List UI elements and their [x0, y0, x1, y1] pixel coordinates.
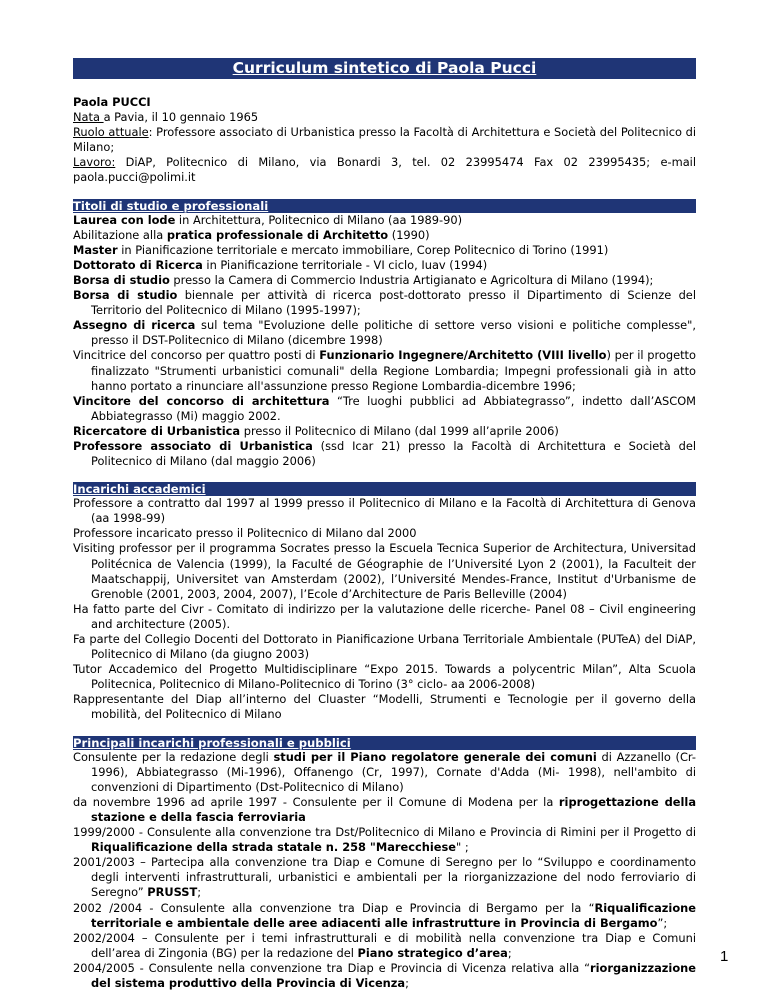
section-entry [73, 855, 696, 900]
section-entry [73, 273, 696, 288]
document-page [73, 58, 696, 991]
entry-text: 2002/2004 – Consulente per i temi infrastrutturali e di mobilità nella convenzione tra Diap e Comuni dell’area di Zingonia (BG) per la redazione del [73, 930, 696, 960]
section-entry [73, 348, 696, 393]
entry-text: Rappresentante del Diap all’interno del Cluaster “Modelli, Strumenti e Tecnologie per il governo della mobilità, del Politecnico di Milano [73, 692, 696, 722]
entry-text: Tutor Accademico del Progetto Multidisciplinare “Expo 2015. Towards a polycentric Milan”, Alta Scuola Politecnica, Politecnico di Milano-Politecnico di Torino (3° ciclo- aa 2006-2008) [73, 662, 696, 692]
entry-text: presso il Politecnico di Milano (dal 1999 all’aprile 2006) [240, 423, 559, 438]
section-entry [73, 424, 696, 439]
entry-bold-text: pratica professionale di Architetto [166, 227, 389, 242]
entry-text: Consulente per la redazione degli [73, 749, 274, 764]
section-heading: Principali incarichi professionali e pubblici [73, 736, 696, 750]
entry-text: (1990) [388, 227, 430, 242]
section-entry [73, 825, 696, 855]
entry-bold-text: Borsa di studio [73, 288, 178, 303]
entry-bold-text: Laurea con lode [73, 212, 176, 227]
section-entry [73, 901, 696, 931]
entry-text: Professore incaricato presso il Politecnico di Milano dal 2000 [73, 526, 417, 541]
section-heading: Incarichi accademici [73, 482, 696, 496]
section-entry [73, 526, 696, 541]
entry-bold-text: riorganizzazione del sistema produttivo della Provincia di Vicenza [91, 960, 696, 990]
entry-text: ) per il progetto finalizzato "Strumenti urbanistici comunali" della Regione Lombardia; Impegni professionali già in atto hanno portato a rinunciare all'assunzione presso Regione Lombardia-dicembre 1996; [91, 348, 696, 393]
entry-bold-text: Riqualificazione della strada statale n. 258 "Marecchiese [91, 840, 456, 855]
entry-bold-text: studi per il Piano regolatore generale dei comuni [273, 749, 597, 764]
person-name: Paola PUCCI [73, 95, 151, 109]
entry-bold-text: PRUSST [147, 885, 198, 900]
entry-text: in Architettura, Politecnico di Milano (aa 1989-90) [175, 212, 463, 227]
entry-text: da novembre 1996 ad aprile 1997 - Consulente per il Comune di Modena per la [73, 794, 559, 809]
section-entry [73, 602, 696, 632]
entry-bold-text: Funzionario Ingegnere/Architetto (VIII livello [319, 348, 607, 363]
section-entry [73, 394, 696, 424]
section-entry [73, 288, 696, 318]
entry-text: Ha fatto parte del Civr - Comitato di indirizzo per la valutazione delle ricerche- Panel 08 – Civil engineering and architecture (2005). [73, 601, 696, 631]
entry-text: in Pianificazione territoriale e mercato immobiliare, Corep Politecnico di Torino (1991) [117, 242, 609, 257]
entry-bold-text: Master [73, 242, 118, 257]
entry-text: di Azzanello (Cr-1996), Abbiategrasso (Mi-1996), Offanengo (Cr, 1997), Cornate d'Adda (Mi- 1998), nell'ambito di convenzioni di Dipartimento (Dst-Politecnico di Milano) [91, 749, 696, 794]
section-entry [73, 931, 696, 961]
entry-bold-text: riprogettazione della stazione e della fascia ferroviaria [91, 794, 697, 824]
entry-text: Fa parte del Collegio Docenti del Dottorato in Pianificazione Urbana Territoriale Ambientale (PUTeA) del DiAP, Politecnico di Milano (da giugno 2003) [73, 632, 696, 662]
entry-text: 2004/2005 - Consulente nella convenzione tra Diap e Provincia di Vicenza relativa alla “ [73, 960, 591, 975]
cv-sections [73, 199, 696, 992]
section-entry [73, 439, 696, 469]
section-entry [73, 213, 696, 228]
document-title: Curriculum sintetico di Paola Pucci [73, 58, 696, 79]
section-entry [73, 541, 696, 601]
work-line: Lavoro: DiAP, Politecnico di Milano, via Bonardi 3, tel. 02 23995474 Fax 02 23995435; e-mail paola.pucci@polimi.it [73, 155, 696, 185]
entry-text: " ; [455, 840, 469, 855]
personal-info [73, 95, 696, 186]
section-entry [73, 632, 696, 662]
entry-text: ; [197, 885, 202, 900]
section-entry [73, 795, 696, 825]
entry-text: Vincitrice del concorso per quattro posti di [73, 348, 320, 363]
entry-bold-text: Piano strategico d’area [357, 945, 508, 960]
entry-bold-text: Borsa di studio [73, 272, 170, 287]
section-entry [73, 243, 696, 258]
entry-text: Abilitazione alla [73, 227, 167, 242]
entry-bold-text: Vincitore del concorso di architettura [73, 393, 330, 408]
entry-text: 2002 /2004 - Consulente alla convenzione tra Diap e Provincia di Bergamo per la “ [73, 900, 595, 915]
entry-text: biennale per attività di ricerca post-dottorato presso il Dipartimento di Scienze del Territorio del Politecnico di Milano (1995-1997); [91, 288, 696, 318]
entry-text: presso la Camera di Commercio Industria Artigianato e Agricoltura di Milano (1994); [169, 272, 654, 287]
entry-bold-text: Dottorato di Ricerca [73, 257, 203, 272]
section-entry [73, 258, 696, 273]
entry-bold-text: Professore associato di Urbanistica [73, 438, 313, 453]
entry-bold-text: Assegno di ricerca [73, 318, 196, 333]
section-entry [73, 228, 696, 243]
birth-line: Nata a Pavia, il 10 gennaio 1965 [73, 110, 259, 125]
section-entry [73, 750, 696, 795]
entry-text: (ssd Icar 21) presso la Facoltà di Architettura e Società del Politecnico di Milano (dal maggio 2006) [91, 438, 696, 469]
role-line: Ruolo attuale: Professore associato di Urbanistica presso la Facoltà di Architettura e Società del Politecnico di Milano; [73, 125, 696, 155]
entry-text: sul tema "Evoluzione delle politiche di settore verso visioni e politiche complesse", presso il DST-Politecnico di Milano (dicembre 1998) [91, 318, 696, 348]
entry-text: ; [405, 975, 409, 990]
entry-text: ; [507, 945, 512, 960]
entry-bold-text: Ricercatore di Urbanistica [73, 423, 241, 438]
entry-bold-text: Riqualificazione territoriale e ambientale delle aree adiacenti alle infrastrutture in Provincia di Bergamo [91, 900, 696, 930]
entry-text: “Tre luoghi pubblici ad Abbiategrasso”, indetto dall’ASCOM Abbiategrasso (Mi) maggio 2002. [91, 393, 696, 423]
section-heading: Titoli di studio e professionali [73, 199, 696, 213]
entry-text: 2001/2003 – Partecipa alla convenzione tra Diap e Comune di Seregno per lo “Sviluppo e coordinamento degli interventi infrastrutturali, urbanistici e ambientali per la riorganizzazione del nodo ferroviario di Seregno” [73, 855, 696, 900]
entry-text: 1999/2000 - Consulente alla convenzione tra Dst/Politecnico di Milano e Provincia di Rimini per il Progetto di [73, 825, 696, 840]
entry-text: Visiting professor per il programma Socrates presso la Escuela Tecnica Superior de Architectura, Universitad Politécnica de Valencia (1999), la Faculté de Géographie de l’Université Lyon 2 (2001), la Faculteit der Maatschappij, Universitet van Amsterdam (2002), l’Université Mendes-France, Institut d'Urbanisme de Grenoble (2001, 2003, 2004, 2007), l’Ecole d’Architecture de Paris Belleville (2004) [73, 541, 696, 601]
section-entry [73, 318, 696, 348]
entry-text: Professore a contratto dal 1997 al 1999 presso il Politecnico di Milano e la Facoltà di Architettura di Genova (aa 1998-99) [73, 496, 696, 526]
entry-text: ”; [657, 915, 668, 930]
page-number: 1 [720, 948, 729, 965]
section-entry [73, 662, 696, 692]
entry-text: in Pianificazione territoriale - VI ciclo, Iuav (1994) [202, 257, 488, 272]
section-entry [73, 692, 696, 722]
section-entry [73, 961, 696, 991]
section-entry [73, 496, 696, 526]
